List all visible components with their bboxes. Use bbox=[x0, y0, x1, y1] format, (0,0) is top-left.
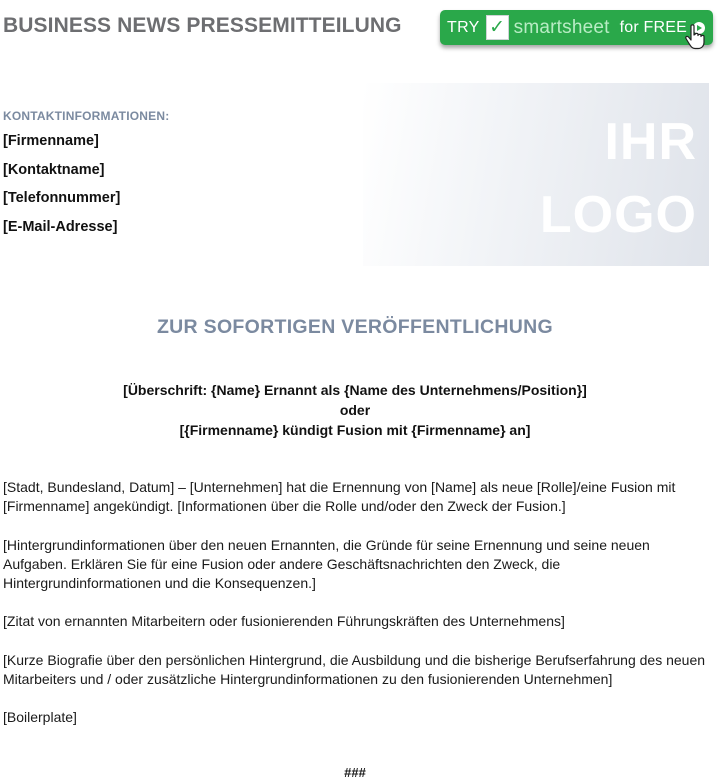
release-heading: ZUR SOFORTIGEN VERÖFFENTLICHUNG bbox=[156, 316, 554, 338]
boilerplate-paragraph: [Boilerplate] bbox=[3, 709, 77, 725]
phone-number-placeholder: [Telefonnummer] bbox=[3, 190, 121, 206]
headline-or: oder bbox=[339, 402, 371, 418]
end-mark: ### bbox=[344, 765, 366, 780]
promo-free-label: for FREE bbox=[619, 18, 687, 36]
headline-option-2: [{Firmenname} kündigt Fusion mit {Firmenname} an] bbox=[179, 422, 531, 438]
company-name-placeholder: [Firmenname] bbox=[3, 133, 99, 149]
logo-placeholder bbox=[363, 83, 709, 266]
email-address-placeholder: [E-Mail-Adresse] bbox=[3, 219, 118, 235]
try-smartsheet-button[interactable] bbox=[440, 10, 713, 45]
background-paragraph: [Hintergrundinformationen über den neuen Ernannten, die Gründe für seine Ernennung und seine neuen Aufgaben. Erklären Sie für eine Fusion oder andere Geschäftsnachrichten den Zweck, die Hintergrundinformationen und die Konsequenzen.] bbox=[3, 537, 650, 591]
promo-brand-label: smartsheet bbox=[513, 16, 610, 38]
logo-line-1: IHR bbox=[604, 113, 697, 171]
contact-name-placeholder: [Kontaktname] bbox=[3, 162, 105, 178]
biography-paragraph: [Kurze Biografie über den persönlichen Hintergrund, die Ausbildung und die bisherige Berufserfahrung des neuen Mitarbeiters und / oder zusätzliche Hintergrundinformationen zu den fusionierenden Unternehmen] bbox=[3, 652, 706, 687]
intro-paragraph: [Stadt, Bundesland, Datum] – [Unternehmen] hat die Ernennung von [Name] als neue [Rolle]/eine Fusion mit [Firmenname] angekündigt. [Informationen über die Rolle und/oder den Zweck der Fusion.] bbox=[3, 479, 676, 514]
document-title: BUSINESS NEWS PRESSEMITTEILUNG bbox=[3, 14, 402, 37]
promo-try-label: TRY bbox=[447, 18, 480, 36]
headline-option-1: [Überschrift: {Name} Ernannt als {Name des Unternehmens/Position}] bbox=[123, 382, 587, 398]
hand-cursor-icon bbox=[684, 24, 706, 50]
quote-paragraph: [Zitat von ernannten Mitarbeitern oder fusionierenden Führungskräften des Unternehmens] bbox=[3, 613, 565, 629]
contact-info-label: KONTAKTINFORMATIONEN: bbox=[3, 109, 170, 123]
smartsheet-check-icon: ✓ bbox=[486, 15, 509, 40]
logo-line-2: LOGO bbox=[539, 186, 697, 244]
